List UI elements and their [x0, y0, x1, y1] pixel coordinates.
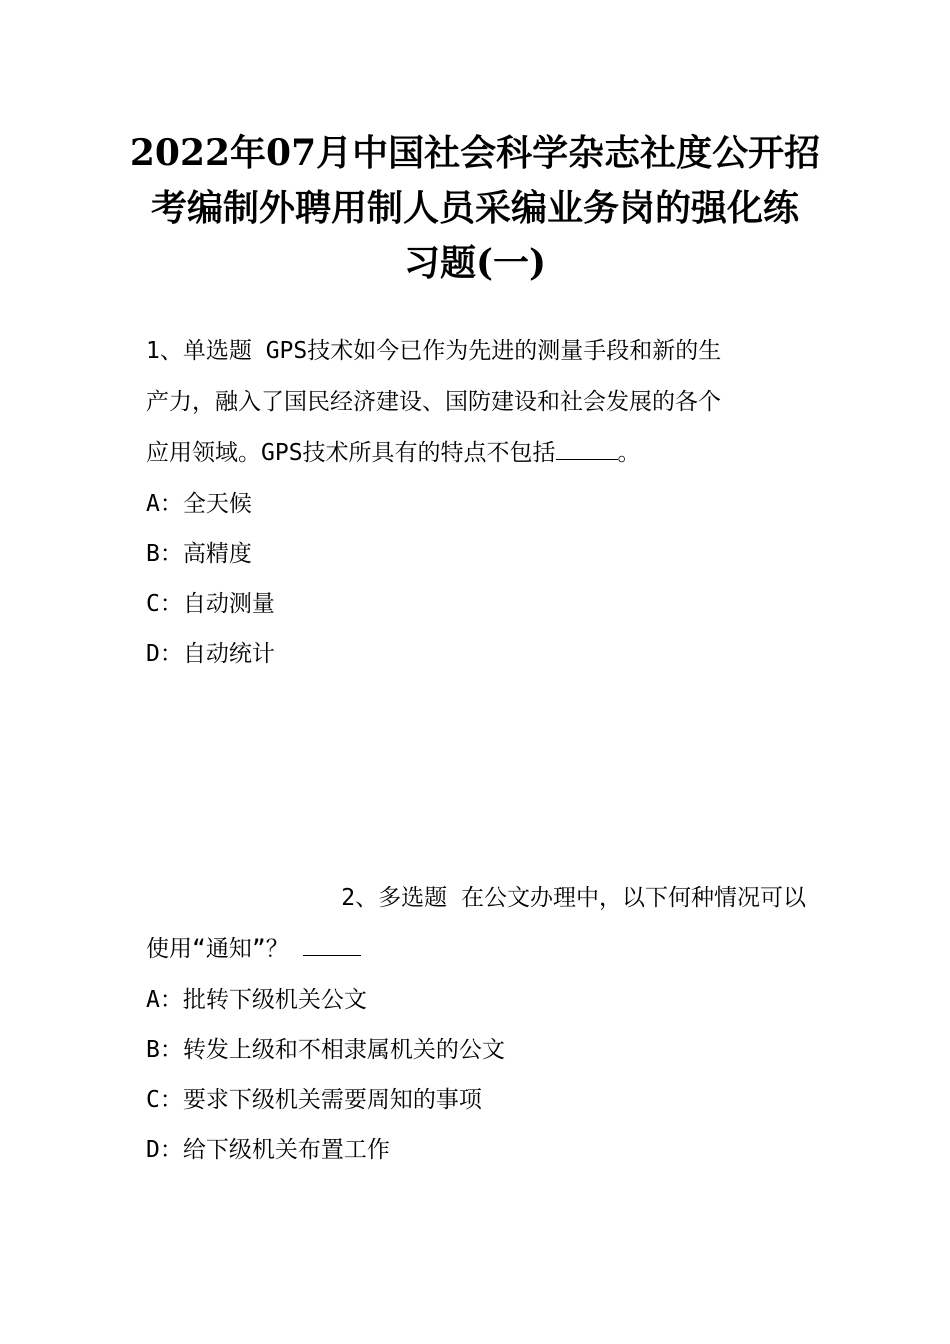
question-1-option-c: C：自动测量: [146, 591, 275, 617]
question-2-option-d: D：给下级机关布置工作: [146, 1137, 390, 1163]
question-1-option-b: B：高精度: [146, 541, 252, 567]
document-title: [120, 126, 830, 291]
question-2-option-c: C：要求下级机关需要周知的事项: [146, 1087, 482, 1113]
title-line-1: 2022年07月中国社会科学杂志社度公开招: [129, 132, 821, 174]
title-line-3: 习题(一): [403, 242, 547, 284]
answer-blank: [556, 439, 618, 460]
question-1-stem-line-2: 产力，融入了国民经济建设、国防建设和社会发展的各个: [146, 389, 721, 415]
question-1-stem-end: 。: [617, 440, 641, 466]
question-1-stem-text: 应用领域。GPS技术所具有的特点不包括: [146, 440, 556, 466]
question-2-stem-line-1: 2、多选题 在公文办理中，以下何种情况可以: [341, 885, 806, 911]
question-2-stem-line-2: [146, 924, 806, 975]
question-1-stem-line-1: 1、单选题 GPS技术如今已作为先进的测量手段和新的生: [146, 338, 722, 364]
answer-blank: [303, 935, 361, 956]
title-line-2: 考编制外聘用制人员采编业务岗的强化练: [150, 187, 799, 229]
question-2: [146, 873, 806, 1175]
question-2-stem-text: 使用“通知”？: [146, 936, 289, 962]
question-2-option-a: A：批转下级机关公文: [146, 987, 367, 1013]
question-1-option-d: D：自动统计: [146, 641, 275, 667]
question-1-stem-line-3: [146, 428, 806, 479]
question-1-option-a: A：全天候: [146, 491, 252, 517]
question-2-option-b: B：转发上级和不相隶属机关的公文: [146, 1037, 505, 1063]
question-1: [146, 326, 806, 679]
